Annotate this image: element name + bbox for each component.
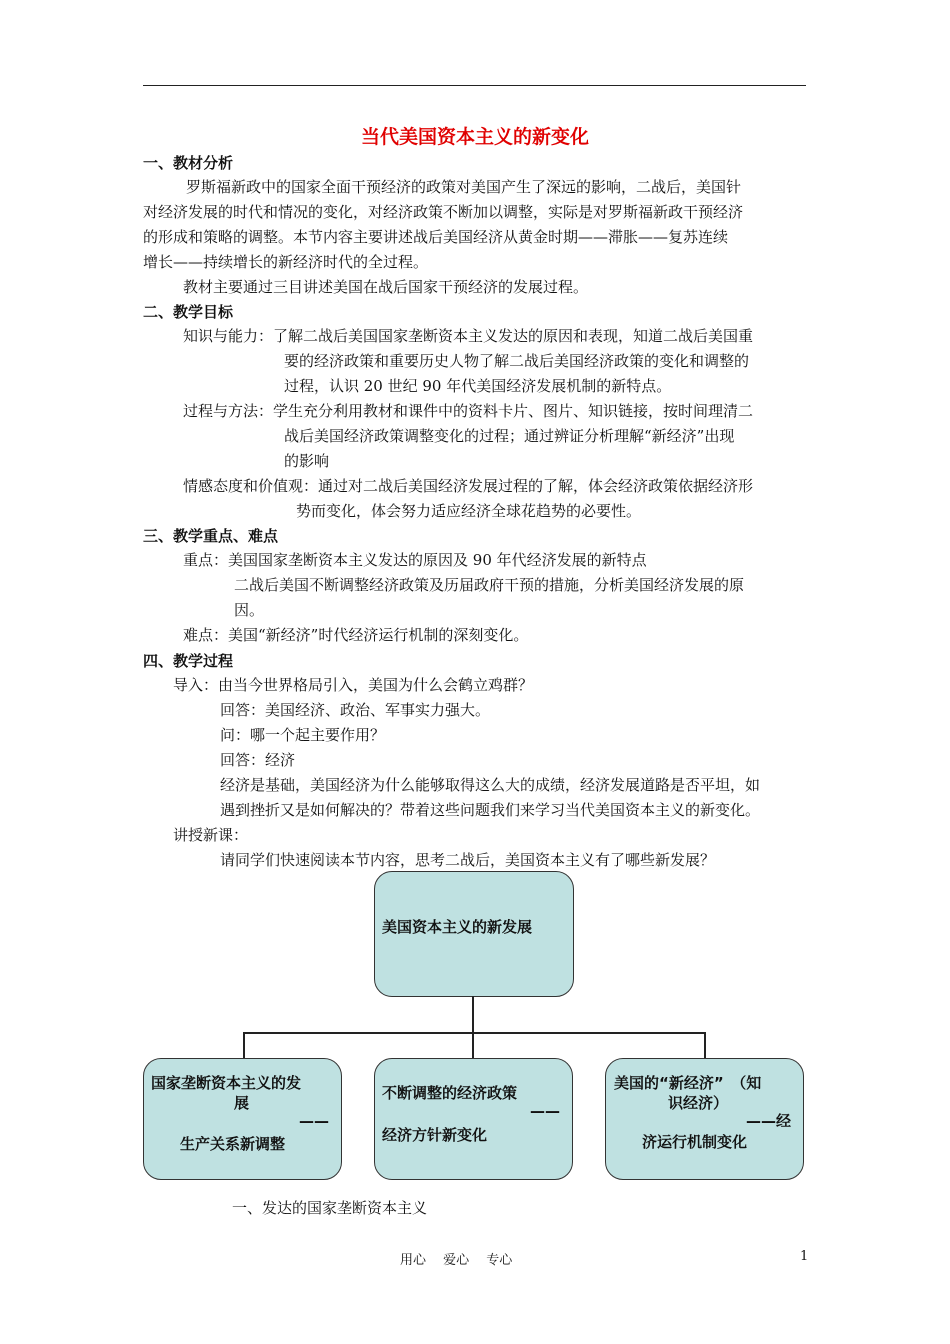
process-line: 战后美国经济政策调整变化的过程；通过辨证分析理解“新经济”出现 <box>284 427 735 445</box>
section1-para1-line: 的形成和策略的调整。本节内容主要讲述战后美国经济从黄金时期——滞胀——复苏连续 <box>143 228 729 246</box>
right-box-dash: ——经 <box>746 1112 792 1130</box>
middle-box-dash: —— <box>530 1102 560 1120</box>
emotion-line: 情感态度和价值观：通过对二战后美国经济发展过程的了解，体会经济政策依据经济形 <box>183 477 754 495</box>
connector-line <box>243 1032 245 1058</box>
left-box-dash: —— <box>299 1112 329 1130</box>
connector-line <box>472 996 474 1033</box>
left-box-line: 展 <box>234 1094 250 1112</box>
middle-box-sub: 经济方针新变化 <box>382 1126 488 1144</box>
section4-heading: 四、教学过程 <box>143 652 234 670</box>
emotion-line: 势而变化，体会努力适应经济全球花趋势的必要性。 <box>296 502 642 520</box>
diagram-root-box <box>374 871 574 997</box>
key-point-line: 二战后美国不断调整经济政策及历届政府干预的措施，分析美国经济发展的原 <box>234 576 745 594</box>
connector-line <box>243 1032 706 1034</box>
key-point-line: 重点：美国国家垄断资本主义发达的原因及 90 年代经济发展的新特点 <box>183 551 647 569</box>
prompt-line: 请同学们快速阅读本节内容，思考二战后，美国资本主义有了哪些新发展？ <box>220 851 716 869</box>
paragraph-line: 经济是基础，美国经济为什么能够取得这么大的成绩，经济发展道路是否平坦，如 <box>220 776 761 794</box>
key-point-line: 因。 <box>234 601 265 619</box>
section3-heading: 三、教学重点、难点 <box>143 527 279 545</box>
section1-para1-line: 罗斯福新政中的国家全面干预经济的政策对美国产生了深远的影响，二战后，美国针 <box>186 178 742 196</box>
section1-heading: 一、教材分析 <box>143 154 234 172</box>
diagram-middle-box <box>374 1058 573 1180</box>
knowledge-line: 知识与能力：了解二战后美国国家垄断资本主义发达的原因和表现，知道二战后美国重 <box>183 327 754 345</box>
connector-line <box>472 1032 474 1058</box>
section2-heading: 二、教学目标 <box>143 303 234 321</box>
left-box-line: 国家垄断资本主义的发 <box>151 1074 302 1092</box>
section1-para2: 教材主要通过三目讲述美国在战后国家干预经济的发展过程。 <box>183 278 589 296</box>
knowledge-line: 要的经济政策和重要历史人物了解二战后美国经济政策的变化和调整的 <box>284 352 750 370</box>
diagram-left-box <box>143 1058 342 1180</box>
page-title: 当代美国资本主义的新变化 <box>360 126 589 148</box>
right-box-sub: 济运行机制变化 <box>642 1133 748 1151</box>
header-rule <box>143 85 806 86</box>
answer-line: 回答：美国经济、政治、军事实力强大。 <box>220 701 491 719</box>
subheading: 一、发达的国家垄断资本主义 <box>232 1199 428 1217</box>
question-line: 问：哪一个起主要作用？ <box>220 726 386 744</box>
answer-line: 回答：经济 <box>220 751 296 769</box>
lecture-label: 讲授新课： <box>173 826 249 844</box>
knowledge-line: 过程，认识 20 世纪 90 年代美国经济发展机制的新特点。 <box>284 377 672 395</box>
right-box-line: 识经济） <box>668 1094 729 1112</box>
diagram-root-label: 美国资本主义的新发展 <box>382 918 533 936</box>
intro-line: 导入：由当今世界格局引入，美国为什么会鹤立鸡群？ <box>173 676 534 694</box>
middle-box-line: 不断调整的经济政策 <box>382 1084 518 1102</box>
section1-para1-line: 对经济发展的时代和情况的变化，对经济政策不断加以调整，实际是对罗斯福新政干预经济 <box>143 203 744 221</box>
difficult-point: 难点：美国“新经济”时代经济运行机制的深刻变化。 <box>183 626 529 644</box>
paragraph-line: 遇到挫折又是如何解决的？带着这些问题我们来学习当代美国资本主义的新变化。 <box>220 801 761 819</box>
process-line: 的影响 <box>284 452 330 470</box>
left-box-sub: 生产关系新调整 <box>180 1135 286 1153</box>
page-number: 1 <box>800 1249 809 1264</box>
process-line: 过程与方法：学生充分利用教材和课件中的资料卡片、图片、知识链接，按时间理清二 <box>183 402 754 420</box>
footer-motto: 用心 爱心 专心 <box>400 1253 513 1268</box>
section1-para1-line: 增长——持续增长的新经济时代的全过程。 <box>143 253 429 271</box>
diagram-right-box <box>605 1058 804 1180</box>
right-box-line: 美国的“新经济” （知 <box>614 1074 762 1092</box>
connector-line <box>704 1032 706 1058</box>
